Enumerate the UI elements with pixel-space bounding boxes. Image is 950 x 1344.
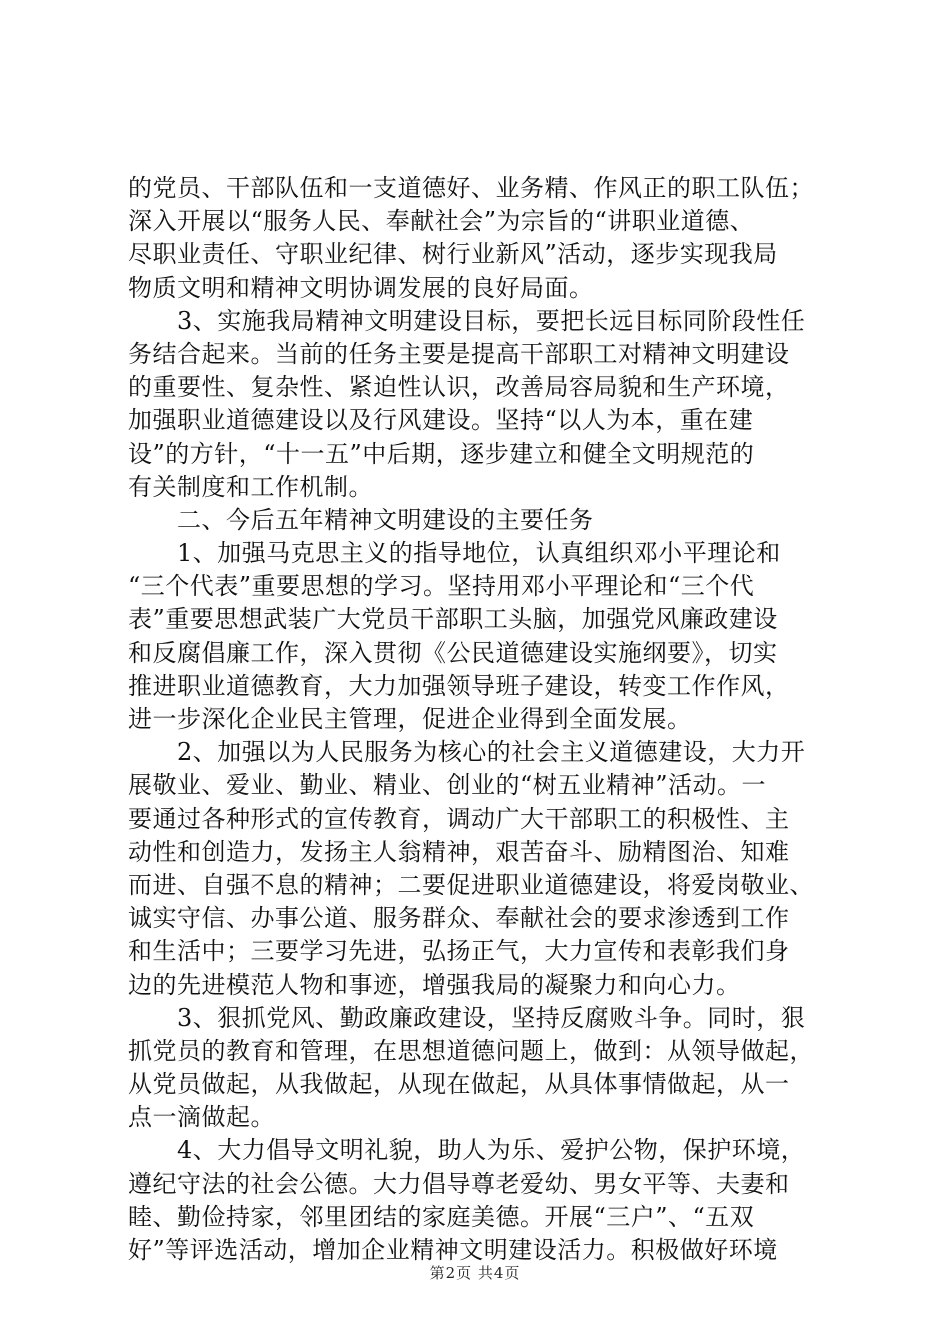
text-line: 2、加强以为人民服务为核心的社会主义道德建设，大力开 <box>128 738 806 767</box>
text-line: 展敬业、爱业、勤业、精业、创业的“树五业精神”活动。一 <box>128 771 767 800</box>
text-line: 有关制度和工作机制。 <box>128 472 373 501</box>
text-line: 好”等评选活动，增加企业精神文明建设活力。积极做好环境 <box>128 1236 778 1264</box>
text-line: 的重要性、复杂性、紧迫性认识，改善局容局貌和生产环境， <box>128 373 790 402</box>
text-line: 遵纪守法的社会公德。大力倡导尊老爱幼、男女平等、夫妻和 <box>128 1169 790 1198</box>
text-line: 和生活中；三要学习先进，弘扬正气，大力宣传和表彰我们身 <box>128 937 790 966</box>
text-line: 进一步深化企业民主管理，促进企业得到全面发展。 <box>128 705 692 733</box>
text-line: 边的先进模范人物和事迹，增强我局的凝聚力和向心力。 <box>128 970 741 999</box>
text-line: 点一滴做起。 <box>128 1103 275 1132</box>
text-line: 诚实守信、办事公道、服务群众、奉献社会的要求渗透到工作 <box>128 904 790 933</box>
page-number-footer: 第2页 共4页 <box>429 1264 521 1282</box>
text-line: 从党员做起，从我做起，从现在做起，从具体事情做起，从一 <box>128 1070 790 1099</box>
text-line: 要通过各种形式的宣传教育，调动广大干部职工的积极性、主 <box>128 804 790 833</box>
text-line: 而进、自强不息的精神；二要促进职业道德建设，将爱岗敬业、 <box>128 870 814 899</box>
text-line: “三个代表”重要思想的学习。坚持用邓小平理论和“三个代 <box>128 572 755 601</box>
text-line: 3、实施我局精神文明建设目标，要把长远目标同阶段性任 <box>128 306 806 335</box>
text-line: 动性和创造力，发扬主人翁精神，艰苦奋斗、励精图治、知难 <box>128 837 790 866</box>
text-line: 的党员、干部队伍和一支道德好、业务精、作风正的职工队伍； <box>128 174 814 202</box>
text-line: 尽职业责任、守职业纪律、树行业新风”活动，逐步实现我局 <box>128 240 778 269</box>
document-body <box>128 172 828 1267</box>
text-line: 抓党员的教育和管理，在思想道德问题上，做到：从领导做起， <box>128 1036 814 1065</box>
text-line: 推进职业道德教育，大力加强领导班子建设，转变工作作风， <box>128 671 790 700</box>
text-line: 加强职业道德建设以及行风建设。坚持“以人为本，重在建 <box>128 406 754 435</box>
text-line: 睦、勤俭持家，邻里团结的家庭美德。开展“三户”、“五双 <box>128 1202 755 1231</box>
text-line: 深入开展以“服务人民、奉献社会”为宗旨的“讲职业道德、 <box>128 207 755 236</box>
text-line: 二、今后五年精神文明建设的主要任务 <box>128 505 594 534</box>
text-line: 务结合起来。当前的任务主要是提高干部职工对精神文明建设 <box>128 339 790 368</box>
text-line: 和反腐倡廉工作，深入贯彻《公民道德建设实施纲要》，切实 <box>128 638 778 667</box>
text-line: 设”的方针，“十一五”中后期，逐步建立和健全文明规范的 <box>128 439 755 468</box>
text-line: 1、加强马克思主义的指导地位，认真组织邓小平理论和 <box>128 539 781 568</box>
text-line: 3、狠抓党风、勤政廉政建设，坚持反腐败斗争。同时，狠 <box>128 1003 806 1032</box>
text-line: 表”重要思想武装广大党员干部职工头脑，加强党风廉政建设 <box>128 605 778 634</box>
text-line: 4、大力倡导文明礼貌，助人为乐、爱护公物，保护环境， <box>128 1136 806 1165</box>
text-line: 物质文明和精神文明协调发展的良好局面。 <box>128 273 594 302</box>
